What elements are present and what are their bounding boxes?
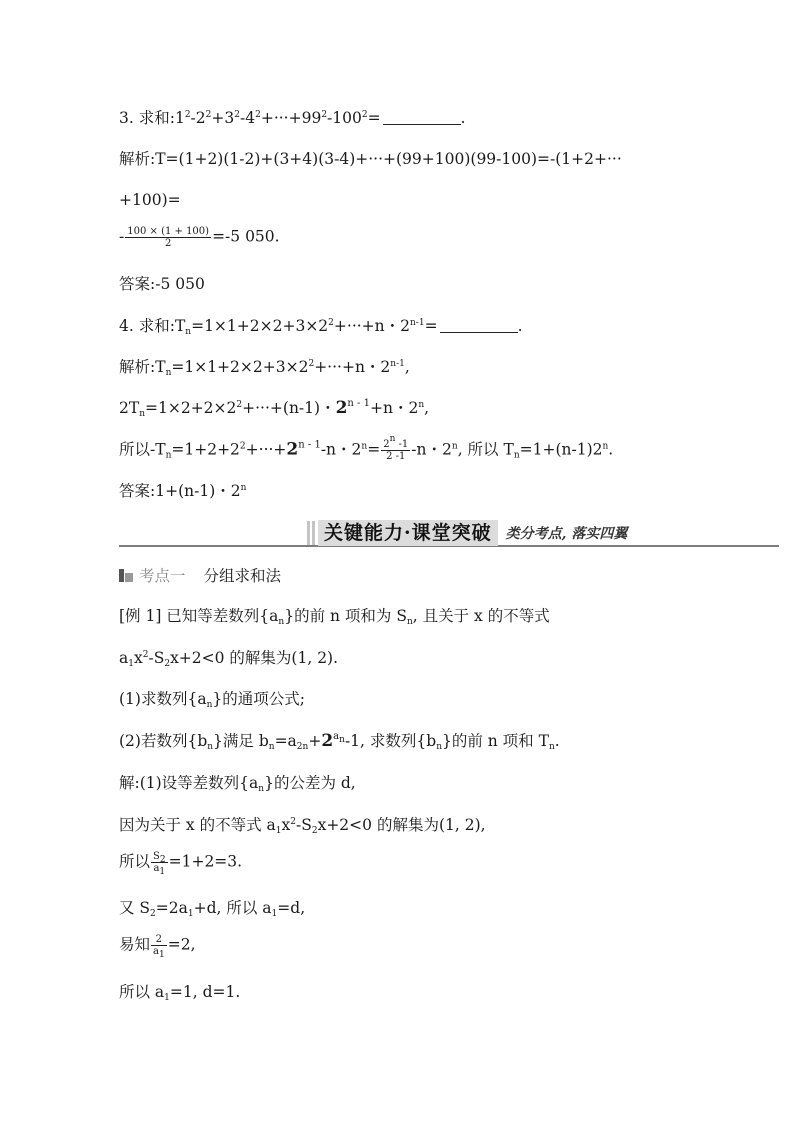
solution-line5: 易知 $\frac{2}{a_1}$ =2, <box>119 934 196 960</box>
solution-line4: 又 $S_2=2a_1+d$, 所以 $a_1=d$, <box>119 899 306 919</box>
fraction: $\frac{2^n -1}{2 -1}$ <box>383 434 409 462</box>
answer-blank[interactable] <box>440 318 518 333</box>
banner-subtitle: 类分考点, 落实四翼 <box>505 526 628 542</box>
answer-blank[interactable] <box>383 110 461 125</box>
q4-question: 4. 求和$:T_n=1\times 1+2\times 2+3\times 2^2+\cdot\cdot\cdot+n$・$2^{n-1}=$ . <box>119 317 523 337</box>
topic-title: 分组求和法 <box>203 567 282 585</box>
q4-solution-a: 解析$:T_n=1\times 1+2\times 2+3\times 2^2+\cdot\cdot\cdot+n$・2$^{n-1}$, <box>119 358 410 378</box>
fraction: $\frac{100 \times (1 + 100)}{2}$ <box>127 226 210 249</box>
solution-line1: 解:(1)设等差数列$\{a_n\}$的公差为 d, <box>119 774 356 794</box>
q3-solution-line2: +100)= <box>119 191 181 209</box>
example-part2: (2)若数列$\{b_n\}$满足 $b_n=a_{2n}+2^{a_n}-1$, 求数列$\{b_n\}$的前 n 项和 $T_n$. <box>119 731 560 752</box>
topic-heading <box>119 564 281 586</box>
q3-solution-line1: 解析:T=(1+2)(1-2)+(3+4)(3-4)+···+(99+100)(99-100)=-(1+2+··· <box>119 150 622 168</box>
solution-line6: 所以 $a_1=1$, d=1. <box>119 983 241 1003</box>
banner-title: 关键能力·课堂突破 <box>318 520 498 546</box>
banner-marks <box>307 521 315 545</box>
q3-question: 3. 求和$:1^2-2^2+3^2-4^2+\cdot\cdot\cdot+99^2-100^2=$ . <box>119 109 466 127</box>
q3-answer: 答案:-5 050 <box>119 275 205 293</box>
example-part1: (1)求数列$\{a_n\}$的通项公式; <box>119 690 305 710</box>
example-line2: $a_1x^2-S_2x+2<0$ 的解集为(1, 2). <box>119 649 339 669</box>
solution-line3: 所以 $\frac{S_2}{a_1}$ =1+2=3. <box>119 851 243 877</box>
solution-line2: 因为关于 x 的不等式 $a_1x^2-S_2x+2<0$ 的解集为(1, 2), <box>119 816 486 836</box>
fraction: $\frac{2}{a_1}$ <box>153 934 165 960</box>
fraction: $\frac{S_2}{a_1}$ <box>153 851 166 877</box>
topic-marker-icon <box>119 569 133 582</box>
q4-solution-c: 所以$-T_n=1+2+2^2+\cdot\cdot\cdot+2^{n - 1}-n$・$2^n=$ $\frac{2^n -1}{2 -1}$ -n・2$^n$, 所以 $T_n=1+(n-1)2^n$. <box>119 434 614 462</box>
q3-solution-line3: - $\frac{100 \times (1 + 100)}{2}$ =-5 050. <box>119 226 280 249</box>
section-banner <box>307 519 627 547</box>
q4-answer: 答案:1+(n-1)・2$^n$ <box>119 482 247 500</box>
example-line1: [例 1] 已知等差数列$\{a_n\}$的前 n 项和为 $S_n$, 且关于 x 的不等式 <box>119 607 550 627</box>
topic-label: 考点一 <box>139 567 186 585</box>
q4-solution-b: $2T_n=1\times 2+2\times 2^2+\cdot\cdot\cdot+(n-1)$・$2^{n - 1}+n$・2$^n$, <box>119 398 430 419</box>
